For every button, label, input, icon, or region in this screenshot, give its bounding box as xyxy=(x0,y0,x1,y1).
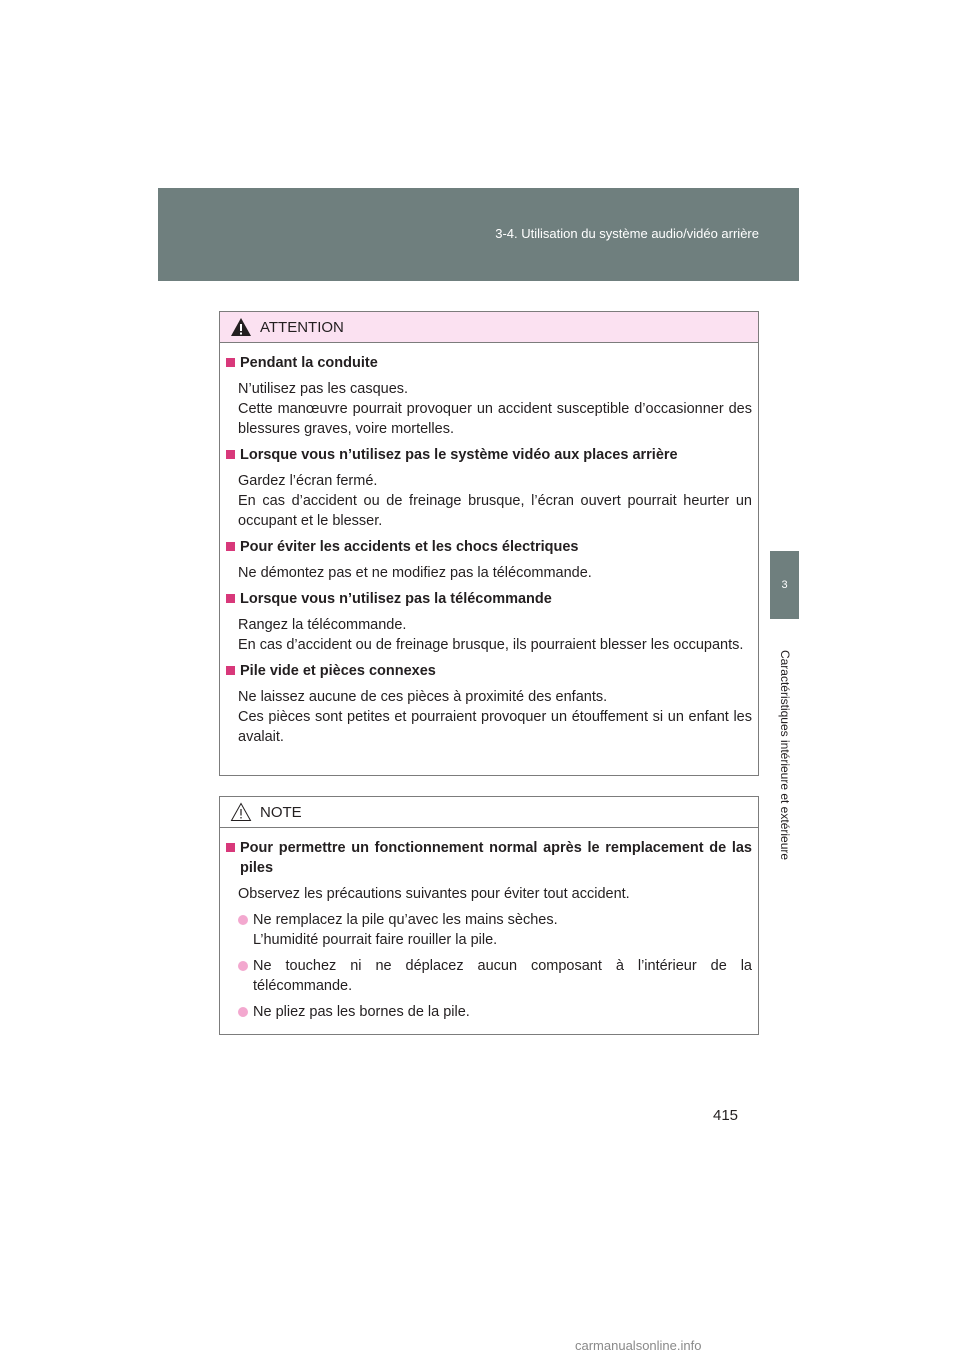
note-intro: Observez les précautions suivantes pour éviter tout accident. xyxy=(238,886,630,902)
square-bullet-icon xyxy=(226,358,235,367)
section-heading: Lorsque vous n’utilisez pas la télécommande xyxy=(226,589,752,609)
square-bullet-icon xyxy=(226,666,235,675)
chapter-label-text: Caractéristiques intérieure et extérieure xyxy=(778,649,792,861)
section-heading: Lorsque vous n’utilisez pas le système vidéo aux places arrière xyxy=(226,445,752,465)
list-item xyxy=(226,956,752,996)
note-body xyxy=(220,828,758,1022)
page-number: 415 xyxy=(713,1107,739,1124)
paragraph: Ces pièces sont petites et pourraient provoquer un étouffement si un enfant les avalait. xyxy=(238,709,752,745)
section-heading: Pendant la conduite xyxy=(226,353,752,373)
note-box xyxy=(219,796,759,1035)
watermark: carmanualsonline.info xyxy=(575,1338,702,1353)
paragraph: Cette manœuvre pourrait provoquer un accident susceptible d’occasionner des blessures graves, voire mortelles. xyxy=(238,401,752,437)
list-item-text: Ne pliez pas les bornes de la pile. xyxy=(253,1004,470,1020)
list-item-text: Ne remplacez la pile qu’avec les mains sèches. xyxy=(253,912,558,928)
attention-section xyxy=(226,445,752,531)
attention-body xyxy=(220,343,758,747)
note-heading: Pour permettre un fonctionnement normal après le remplacement de las piles xyxy=(226,838,752,878)
attention-header xyxy=(220,312,758,343)
caution-outline-icon xyxy=(230,802,252,822)
attention-section xyxy=(226,537,752,583)
paragraph: Rangez la télécommande. xyxy=(238,617,407,633)
paragraph: En cas d’accident ou de freinage brusque, l’écran ouvert pourrait heurter un occupant et le blesser. xyxy=(238,493,752,529)
circle-bullet-icon xyxy=(238,961,248,971)
square-bullet-icon xyxy=(226,843,235,852)
attention-section xyxy=(226,589,752,655)
square-bullet-icon xyxy=(226,594,235,603)
paragraph: Ne laissez aucune de ces pièces à proximité des enfants. xyxy=(238,689,608,705)
paragraph: N’utilisez pas les casques. xyxy=(238,381,409,397)
paragraph: Ne démontez pas et ne modifiez pas la télécommande. xyxy=(238,565,592,581)
paragraph: Gardez l’écran fermé. xyxy=(238,473,378,489)
list-item xyxy=(226,1002,752,1022)
circle-bullet-icon xyxy=(238,1007,248,1017)
list-item-text: Ne touchez ni ne déplacez aucun composant à l’intérieur de la télécommande. xyxy=(253,958,752,994)
paragraph: En cas d’accident ou de freinage brusque, ils pourraient blesser les occupants. xyxy=(238,637,744,653)
chapter-tab: 3 xyxy=(770,551,799,619)
section-title: 3-4. Utilisation du système audio/vidéo arrière xyxy=(495,226,759,241)
attention-box xyxy=(219,311,759,776)
section-heading: Pour éviter les accidents et les chocs électriques xyxy=(226,537,752,557)
attention-title: ATTENTION xyxy=(260,318,344,336)
attention-section xyxy=(226,661,752,747)
list-item xyxy=(226,910,752,950)
square-bullet-icon xyxy=(226,542,235,551)
section-heading: Pile vide et pièces connexes xyxy=(226,661,752,681)
circle-bullet-icon xyxy=(238,915,248,925)
header-band xyxy=(158,188,799,281)
attention-section xyxy=(226,353,752,439)
warning-icon xyxy=(230,317,252,337)
list-item-subtext: L’humidité pourrait faire rouiller la pile. xyxy=(253,932,498,948)
note-title: NOTE xyxy=(260,803,302,821)
note-header xyxy=(220,797,758,828)
square-bullet-icon xyxy=(226,450,235,459)
